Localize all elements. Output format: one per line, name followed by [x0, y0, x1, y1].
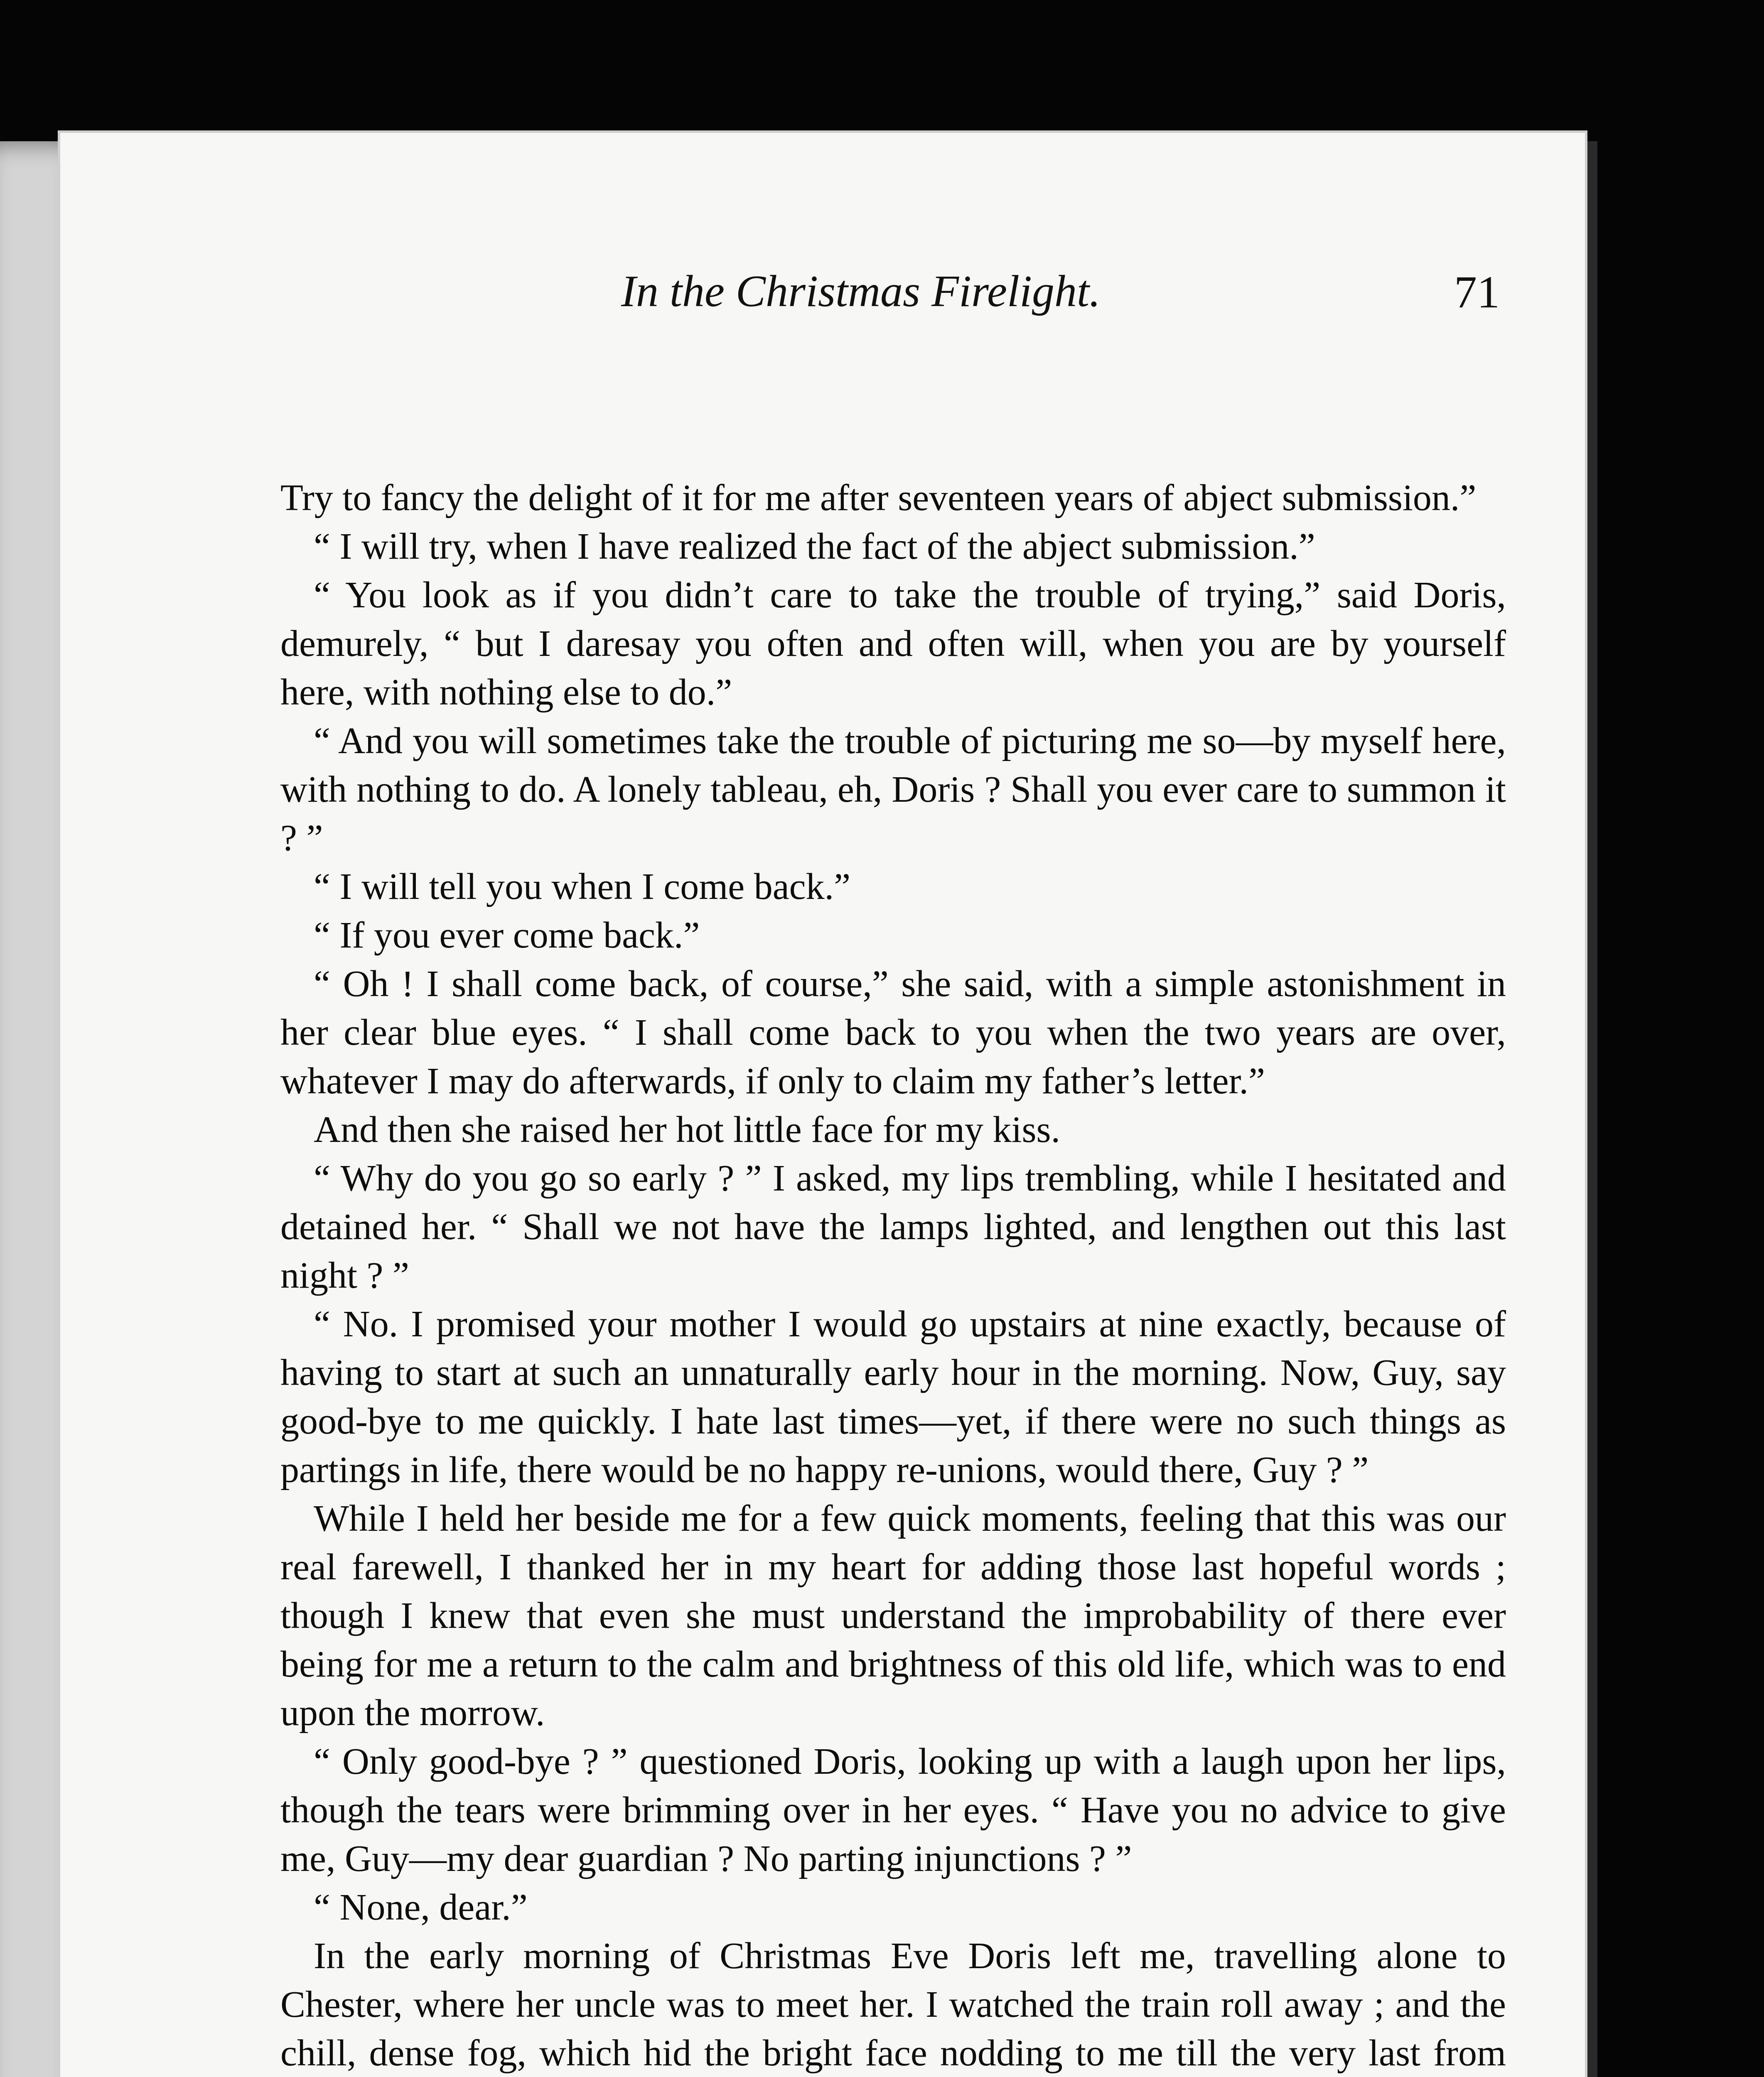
paragraph: “ If you ever come back.”: [314, 915, 700, 956]
book-page: [60, 133, 1585, 2077]
running-head: In the Christmas Firelight.: [621, 267, 1101, 316]
paragraph: And then she raised her hot little face for my kiss.: [314, 1109, 1061, 1150]
paragraph: “ And you will sometimes take the trouble of picturing me so—by myself here, with nothing to do. A lonely tableau, eh, Doris ? Shall you ever care to summon it ? ”: [280, 720, 1506, 859]
paragraph: “ No. I promised your mother I would go upstairs at nine exactly, because of having to start at such an unnaturally early hour in the morning. Now, Guy, say good-bye to me quickly. I hate last times—yet, if there were no such things as partings in life, there would be no happy re-unions, would there, Guy ? ”: [280, 1304, 1506, 1490]
paragraph: “ Only good-bye ? ” questioned Doris, looking up with a laugh upon her lips, though the tears were brimming over in her eyes. “ Have you no advice to give me, Guy—my dear guardian ? No parting injunctions ? ”: [280, 1741, 1506, 1879]
paragraph: In the early morning of Christmas Eve Doris left me, travelling alone to Chester, where her uncle was to meet her. I watched the train roll away ; and the chill, dense fog, which hid the bright face nodding to me till the very last from: [280, 1935, 1506, 2074]
paragraph: “ Why do you go so early ? ” I asked, my lips trembling, while I hesitated and detained her. “ Shall we not have the lamps lighted, and lengthen out this last night ? ”: [280, 1158, 1506, 1296]
paragraph: While I held her beside me for a few quick moments, feeling that this was our real farewell, I thanked her in my heart for adding those last hopeful words ; though I knew that even she must understand the improbability of there ever being for me a return to the calm and brightness of this old life, which was to end upon the morrow.: [280, 1498, 1506, 1733]
paragraph: “ Oh ! I shall come back, of course,” she said, with a simple astonishment in her clear blue eyes. “ I shall come back to you when the two years are over, whatever I may do afterwards, if only to claim my father’s letter.”: [280, 963, 1506, 1102]
paragraph: “ I will try, when I have realized the fact of the abject submission.”: [314, 526, 1315, 567]
paragraph: “ You look as if you didn’t care to take the trouble of trying,” said Doris, demurely, “ but I daresay you often and often will, when you are by yourself here, with nothing else to do.”: [280, 574, 1506, 713]
paragraph: “ I will tell you when I come back.”: [314, 866, 851, 907]
paragraph: Try to fancy the delight of it for me after seventeen years of abject submission.”: [280, 477, 1477, 518]
paragraph: “ None, dear.”: [314, 1887, 528, 1928]
body-text: [280, 474, 1506, 2077]
page-number: 71: [1454, 267, 1500, 317]
